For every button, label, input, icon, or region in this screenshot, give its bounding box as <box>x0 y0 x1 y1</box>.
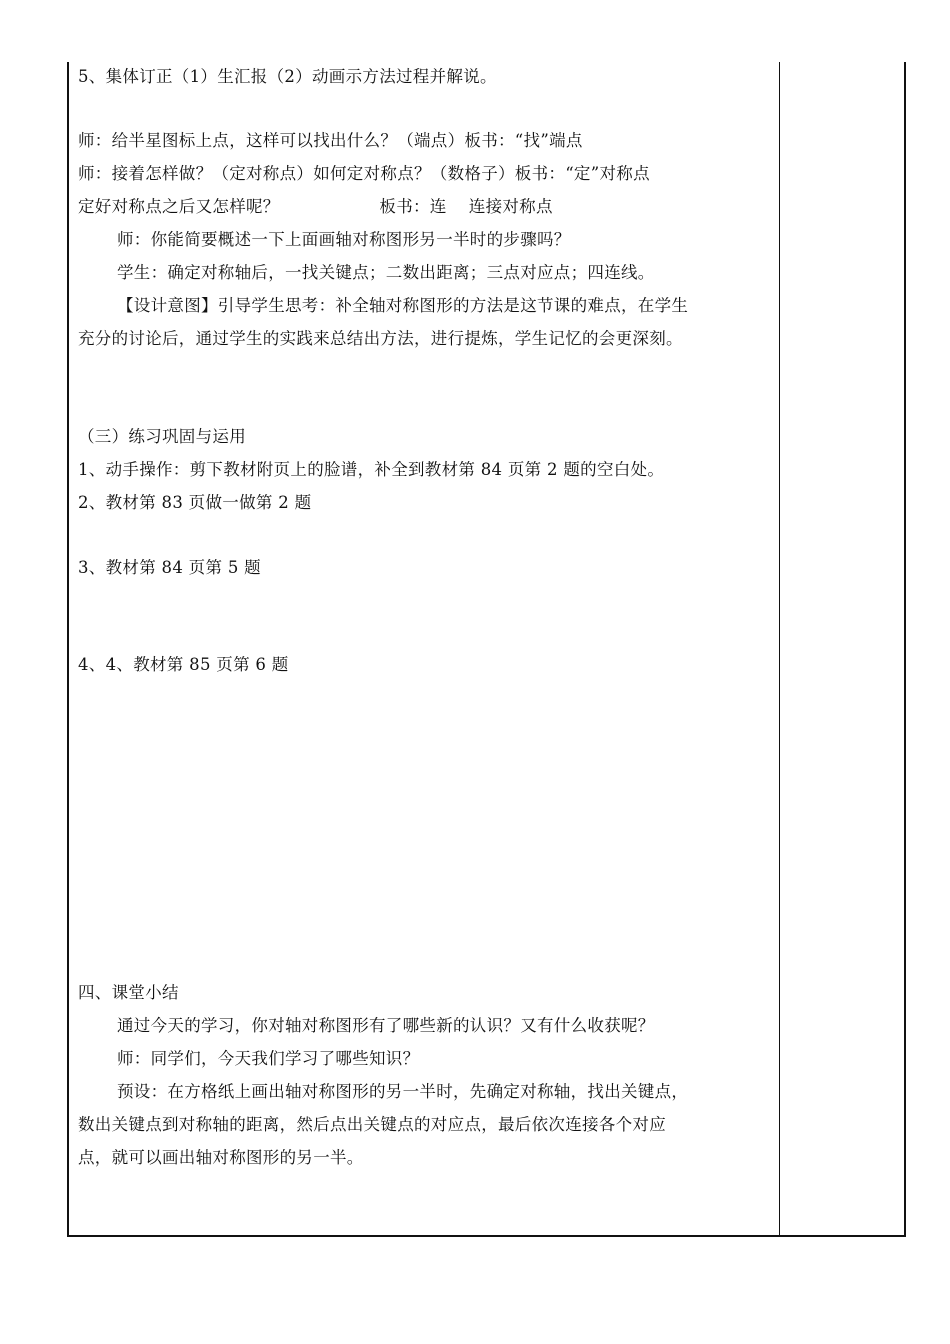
exercise-item: 2、教材第 83 页做一做第 2 题 <box>78 493 312 512</box>
text-line: 定好对称点之后又怎样呢？ 板书：连 连接对称点 <box>78 197 553 216</box>
design-intent-line: 【设计意图】引导学生思考：补全轴对称图形的方法是这节课的难点，在学生 <box>117 296 689 315</box>
text-line: 师：你能简要概述一下上面画轴对称图形另一半时的步骤吗？ <box>117 230 571 249</box>
text-line: 学生：确定对称轴后，一找关键点；二数出距离；三点对应点；四连线。 <box>117 263 655 282</box>
lesson-content-cell <box>78 62 773 1232</box>
text-line: 充分的讨论后，通过学生的实践来总结出方法，进行提炼，学生记忆的会更深刻。 <box>78 329 683 348</box>
text-line: 预设：在方格纸上画出轴对称图形的另一半时，先确定对称轴，找出关键点， <box>117 1082 689 1101</box>
exercise-item: 1、动手操作：剪下教材附页上的脸谱，补全到教材第 84 页第 2 题的空白处。 <box>78 460 665 479</box>
text-line: 师：给半星图标上点，这样可以找出什么？（端点）板书：“找”端点 <box>78 131 583 150</box>
table-column-divider <box>779 62 780 1237</box>
text-line: 师：同学们，今天我们学习了哪些知识？ <box>117 1049 420 1068</box>
text-line: 数出关键点到对称轴的距离，然后点出关键点的对应点，最后依次连接各个对应 <box>78 1115 666 1134</box>
text-line: 通过今天的学习，你对轴对称图形有了哪些新的认识？又有什么收获呢？ <box>117 1016 655 1035</box>
text-line: 点，就可以画出轴对称图形的另一半。 <box>78 1148 364 1167</box>
section-heading: 四、课堂小结 <box>78 983 179 1002</box>
section-heading: （三）练习巩固与运用 <box>78 427 246 446</box>
exercise-item: 4、4、教材第 85 页第 6 题 <box>78 655 289 674</box>
text-line: 师：接着怎样做？（定对称点）如何定对称点？（数格子）板书：“定”对称点 <box>78 164 650 183</box>
exercise-item: 3、教材第 84 页第 5 题 <box>78 558 261 577</box>
text-line: 5、集体订正（1）生汇报（2）动画示方法过程并解说。 <box>78 67 497 86</box>
